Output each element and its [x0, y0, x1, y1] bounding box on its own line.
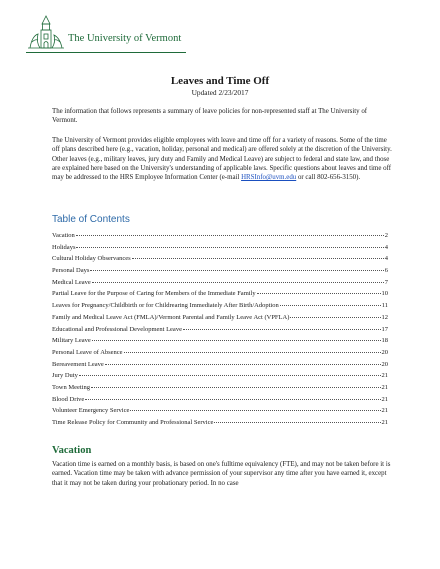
- overview-text-end: or call 802-656-3150).: [296, 174, 361, 182]
- toc-dot-leader: [132, 251, 384, 259]
- toc-entry-label: Medical Leave: [52, 278, 91, 286]
- toc-entry-page: 4: [384, 255, 388, 263]
- toc-entry-page: 21: [381, 383, 388, 391]
- updated-date: Updated 2/23/2017: [191, 88, 249, 97]
- toc-entry-page: 7: [384, 278, 388, 286]
- toc-heading: Table of Contents: [52, 214, 130, 225]
- toc-entry-label: Leaves for Pregnancy/Childbirth or for Childrearing Immediately After Birth/Adoption: [52, 302, 279, 310]
- toc-entry-page: 17: [381, 325, 388, 333]
- document-title: Leaves and Time Off: [170, 75, 270, 87]
- toc-dot-leader: [130, 403, 380, 411]
- toc-entry[interactable]: [52, 416, 388, 428]
- header-rule: [26, 52, 186, 53]
- toc-entry-page: 21: [381, 372, 388, 380]
- toc-dot-leader: [290, 310, 380, 318]
- toc-entry-label: Jury Duty: [52, 372, 78, 380]
- toc-entry-label: Educational and Professional Development Leave: [52, 325, 182, 333]
- toc-entry-label: Military Leave: [52, 337, 91, 345]
- toc-entry-label: Personal Leave of Absence: [52, 348, 123, 356]
- toc-entry-page: 18: [381, 337, 388, 345]
- toc-dot-leader: [92, 333, 381, 341]
- toc-entry-label: Blood Drive: [52, 395, 85, 403]
- intro-paragraph: The information that follows represents a summary of leave policies for non-represented staff at The University of Vermont.: [52, 108, 368, 125]
- leave-overview-paragraph: [52, 136, 392, 182]
- toc-dot-leader: [90, 263, 383, 271]
- hrs-email-link[interactable]: HRSInfo@uvm.edu: [241, 174, 297, 182]
- toc-entry-page: 21: [381, 419, 388, 426]
- toc-dot-leader: [91, 380, 381, 388]
- toc-dot-leader: [257, 286, 381, 294]
- toc-entry-label: Vacation: [52, 232, 75, 239]
- toc-entry-page: 20: [381, 360, 388, 368]
- university-tower-icon: [26, 12, 66, 52]
- toc-entry-label: Town Meeting: [52, 383, 90, 391]
- toc-dot-leader: [76, 240, 383, 248]
- toc-entry-page: 2: [384, 232, 388, 239]
- toc-dot-leader: [183, 322, 381, 330]
- overview-text: The University of Vermont provides eligible employees with leave and time off for a variety of reasons. Some of the time off plans described here (e.g., vacation, holiday, personal and medical) are offered solely at the discretion of the University. Other leaves (e.g., military leaves, jury duty and Family and Medical Leave) are subject to federal and state law, and those are explained here based on the University's understanding of applicable laws. Specific questions about leaves and time off may be addressed to the HRS Employee Information Center (e-mail: [52, 137, 392, 182]
- toc-entry-page: 20: [381, 348, 388, 356]
- vacation-heading: Vacation: [52, 445, 92, 456]
- toc-dot-leader: [76, 228, 384, 236]
- toc-entry-page: 12: [381, 313, 388, 321]
- university-logo: [26, 12, 181, 52]
- toc-entry-page: 10: [381, 290, 388, 298]
- toc-entry-page: 21: [381, 395, 388, 403]
- toc-dot-leader: [92, 275, 384, 283]
- toc-dot-leader: [85, 392, 380, 400]
- toc-dot-leader: [105, 357, 381, 365]
- toc-dot-leader: [280, 298, 381, 306]
- toc-entry-label: Volunteer Emergency Service: [52, 407, 130, 415]
- toc-entry-label: Cultural Holiday Observances: [52, 255, 131, 263]
- toc-entry-page: 21: [381, 407, 388, 415]
- vacation-paragraph: Vacation time is earned on a monthly basis, is based on one's fulltime equivalency (FTE), and may not be taken before it is earned. Vacation time may be taken with advance permission of your supervisor any time after you have earned it, except that it may not be taken during your probationary period. In no case: [52, 461, 391, 487]
- toc-dot-leader: [79, 368, 381, 376]
- university-name: The University of Vermont: [68, 33, 182, 44]
- toc-entry-label: Time Release Policy for Community and Professional Service: [52, 419, 214, 426]
- toc-dot-leader: [124, 345, 381, 353]
- toc-entry-label: Personal Days: [52, 267, 90, 275]
- toc-entry-page: 6: [384, 267, 388, 275]
- toc-entry-label: Partial Leave for the Purpose of Caring for Members of the Immediate Family: [52, 290, 256, 298]
- toc-entry-page: 11: [381, 302, 388, 310]
- table-of-contents: [52, 229, 388, 428]
- toc-entry-label: Bereavement Leave: [52, 360, 104, 368]
- toc-entry-label: Holidays: [52, 243, 76, 251]
- toc-entry-page: 4: [384, 243, 388, 251]
- toc-entry-label: Family and Medical Leave Act (FMLA)/Vermont Parental and Family Leave Act (VPFLA): [52, 313, 290, 321]
- toc-dot-leader: [214, 415, 380, 423]
